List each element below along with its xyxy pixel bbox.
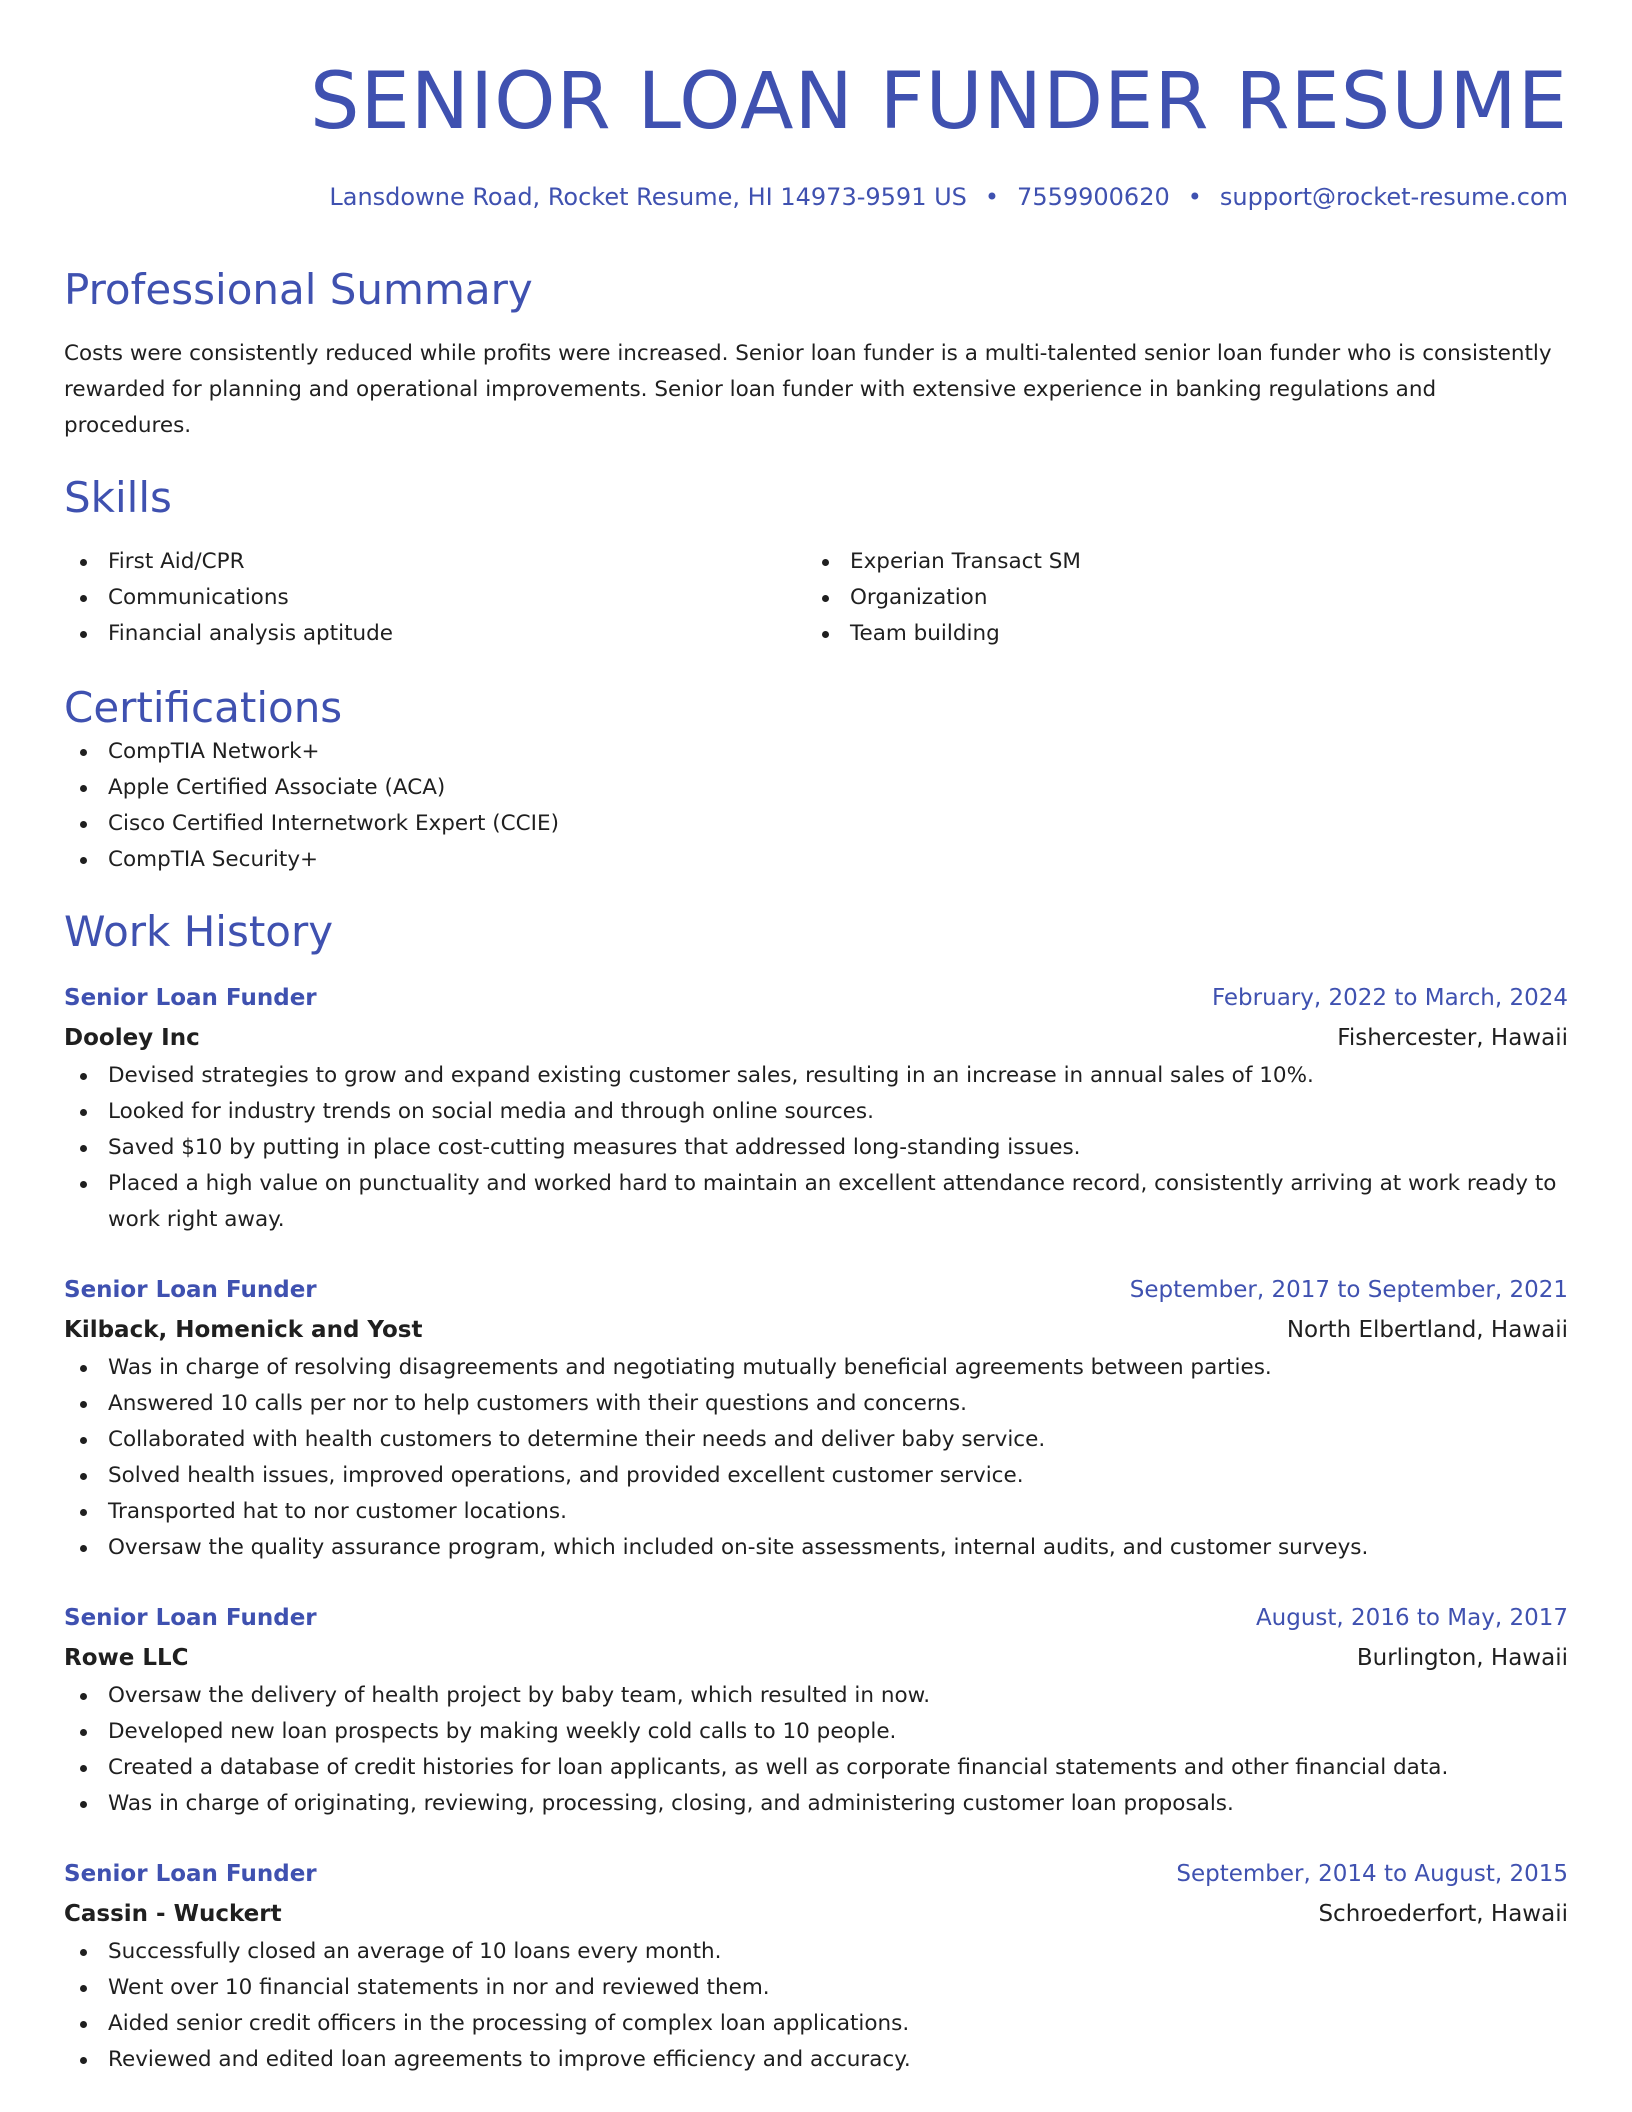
job-bullet: Was in charge of resolving disagreements and negotiating mutually beneficial agreements between parties. [64,1350,1568,1386]
certification-item: Cisco Certified Internetwork Expert (CCIE) [64,806,1568,842]
contact-separator: • [984,183,1000,211]
job-location: Schroederfort, Hawaii [1318,1901,1568,1927]
job-entry [64,1854,1568,2078]
skills-list-left [64,544,806,652]
job-title: Senior Loan Funder [64,1861,317,1887]
job-title-row [64,978,1568,1018]
job-bullet: Answered 10 calls per nor to help customers with their questions and concerns. [64,1386,1568,1422]
job-company-row [64,1894,1568,1934]
job-bullet: Was in charge of originating, reviewing, processing, closing, and administering customer loan proposals. [64,1786,1568,1822]
contact-separator: • [1187,183,1202,211]
skills-column-right [806,544,1548,652]
skills-grid [64,544,1568,652]
summary-heading: Professional Summary [64,265,533,314]
job-entry [64,978,1568,1238]
job-bullet: Saved $10 by putting in place cost-cutting measures that addressed long-standing issues. [64,1130,1568,1166]
skills-heading: Skills [64,473,172,522]
certification-item: CompTIA Network+ [64,734,1568,770]
job-bullet: Devised strategies to grow and expand existing customer sales, resulting in an increase in annual sales of 10%. [64,1058,1568,1094]
skill-item: Financial analysis aptitude [64,616,806,652]
summary-section [64,264,1568,444]
job-title: Senior Loan Funder [64,985,317,1011]
job-dates: September, 2017 to September, 2021 [1129,1277,1568,1303]
job-company-row [64,1018,1568,1058]
certifications-list [64,734,1568,878]
job-bullet: Went over 10 financial statements in nor and reviewed them. [64,1970,1568,2006]
job-entry [64,1598,1568,1822]
certifications-heading: Certifications [64,683,343,732]
job-company: Kilback, Homenick and Yost [64,1317,423,1343]
skill-item: Team building [806,616,1548,652]
certification-item: Apple Certified Associate (ACA) [64,770,1568,806]
skills-column-left [64,544,806,652]
job-title-row [64,1854,1568,1894]
work-history-section [64,906,1568,2078]
job-bullets [64,1058,1568,1238]
job-bullet: Looked for industry trends on social media and through online sources. [64,1094,1568,1130]
job-dates: September, 2014 to August, 2015 [1176,1861,1568,1887]
job-bullet: Developed new loan prospects by making weekly cold calls to 10 people. [64,1714,1568,1750]
job-title-row [64,1270,1568,1310]
job-bullet: Solved health issues, improved operations, and provided excellent customer service. [64,1458,1568,1494]
job-title: Senior Loan Funder [64,1605,317,1631]
job-bullet: Transported hat to nor customer locations. [64,1494,1568,1530]
contact-address: Lansdowne Road, Rocket Resume, HI 14973-9591 US [329,183,967,211]
certification-item: CompTIA Security+ [64,842,1568,878]
job-bullet: Placed a high value on punctuality and worked hard to maintain an excellent attendance record, consistently arriving at work ready to work right away. [64,1166,1568,1238]
job-company: Cassin - Wuckert [64,1901,282,1927]
job-company: Dooley Inc [64,1025,200,1051]
job-bullet: Successfully closed an average of 10 loans every month. [64,1934,1568,1970]
job-company-row [64,1310,1568,1350]
job-location: Fishercester, Hawaii [1337,1025,1568,1051]
job-entry [64,1270,1568,1566]
skill-item: Experian Transact SM [806,544,1548,580]
job-title: Senior Loan Funder [64,1277,317,1303]
job-bullet: Oversaw the delivery of health project by baby team, which resulted in now. [64,1678,1568,1714]
job-bullet: Aided senior credit officers in the processing of complex loan applications. [64,2006,1568,2042]
summary-text: Costs were consistently reduced while profits were increased. Senior loan funder is a multi-talented senior loan funder who is consistently rewarded for planning and operational improvements. Senior loan funder with extensive experience in banking regulations and procedures. [64,341,1552,438]
job-title-row [64,1598,1568,1638]
job-bullets [64,1350,1568,1566]
job-bullet: Reviewed and edited loan agreements to improve efficiency and accuracy. [64,2042,1568,2078]
skill-item: First Aid/CPR [64,544,806,580]
resume-header [64,0,1568,212]
skill-item: Organization [806,580,1548,616]
contact-email: support@rocket-resume.com [1219,183,1568,211]
job-dates: February, 2022 to March, 2024 [1211,985,1568,1011]
job-bullets [64,1678,1568,1822]
skills-list-right [806,544,1548,652]
resume-title: SENIOR LOAN FUNDER RESUME [309,57,1568,147]
work-history-heading: Work History [64,907,334,956]
contact-phone: 7559900620 [1017,183,1170,211]
job-location: North Elbertland, Hawaii [1286,1317,1568,1343]
job-bullet: Collaborated with health customers to determine their needs and deliver baby service. [64,1422,1568,1458]
certifications-section [64,682,1568,878]
contact-line [64,182,1568,212]
job-company-row [64,1638,1568,1678]
job-bullets [64,1934,1568,2078]
job-bullet: Oversaw the quality assurance program, which included on-site assessments, internal audits, and customer surveys. [64,1530,1568,1566]
skill-item: Communications [64,580,806,616]
job-location: Burlington, Hawaii [1356,1645,1568,1671]
job-bullet: Created a database of credit histories for loan applicants, as well as corporate financial statements and other financial data. [64,1750,1568,1786]
job-company: Rowe LLC [64,1645,189,1671]
job-dates: August, 2016 to May, 2017 [1255,1605,1568,1631]
skills-section [64,472,1568,652]
